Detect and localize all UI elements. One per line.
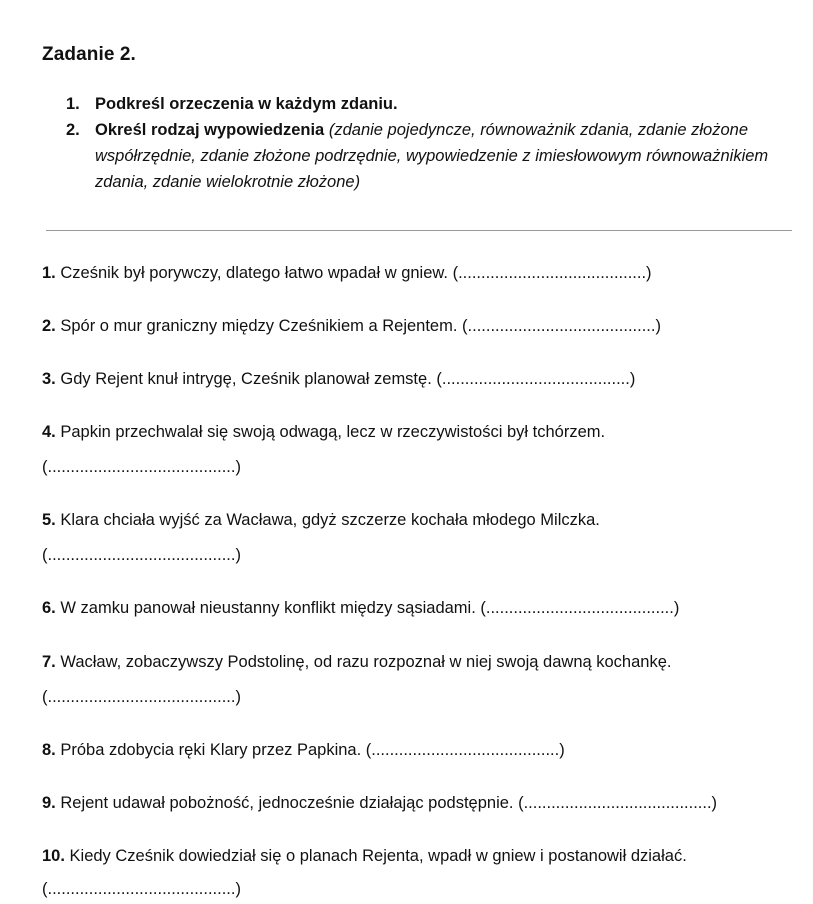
instruction-bold-text: Określ rodzaj wypowiedzenia <box>95 121 325 139</box>
sentence-item <box>42 841 687 871</box>
answer-blank[interactable]: (.........................................) <box>42 546 241 564</box>
sentence-item <box>42 735 565 765</box>
sentence-number: 2. <box>42 317 56 335</box>
instruction-number: 1. <box>66 95 80 113</box>
instructions-list <box>66 91 796 195</box>
sentence-item <box>42 788 717 818</box>
answer-blank[interactable]: (.........................................) <box>42 458 241 476</box>
instruction-text <box>95 117 796 195</box>
instruction-item <box>66 117 796 195</box>
sentence-text: Próba zdobycia ręki Klary przez Papkina. <box>60 741 362 759</box>
sentence-number: 1. <box>42 264 56 282</box>
section-divider <box>46 230 792 231</box>
sentence-text: Papkin przechwalał się swoją odwagą, lecz w rzeczywistości był tchórzem. <box>60 423 606 441</box>
sentence-item <box>42 593 679 623</box>
answer-blank[interactable]: (.........................................) <box>436 370 636 388</box>
sentence-item <box>42 364 635 394</box>
sentence-item <box>42 647 671 677</box>
sentence-number: 6. <box>42 599 56 617</box>
sentence-text: Rejent udawał pobożność, jednocześnie działając podstępnie. <box>60 794 514 812</box>
sentence-number: 3. <box>42 370 56 388</box>
answer-blank[interactable]: (.........................................) <box>42 880 241 898</box>
sentence-text: Kiedy Cześnik dowiedział się o planach Rejenta, wpadł w gniew i postanowił działać. <box>69 847 687 865</box>
instruction-italic-text: (zdanie pojedyncze, równoważnik zdania, zdanie złożone współrzędnie, zdanie złożone podrzędnie, wypowiedzenie z imiesłowowym równoważnikiem zdania, zdanie wielokrotnie złożone) <box>95 121 769 191</box>
instruction-item <box>66 91 796 117</box>
answer-blank[interactable]: (.........................................) <box>480 599 680 617</box>
instruction-number: 2. <box>66 121 80 139</box>
sentence-item <box>42 311 661 341</box>
sentence-number: 10. <box>42 847 65 865</box>
sentence-item <box>42 258 652 288</box>
instruction-bold-text: Podkreśl orzeczenia w każdym zdaniu. <box>95 95 398 113</box>
instruction-text <box>95 91 796 117</box>
sentence-number: 8. <box>42 741 56 759</box>
sentence-number: 4. <box>42 423 56 441</box>
task-title: Zadanie 2. <box>42 44 136 65</box>
answer-blank[interactable]: (.........................................) <box>452 264 652 282</box>
sentence-text: Cześnik był porywczy, dlatego łatwo wpadał w gniew. <box>60 264 448 282</box>
sentence-text: Klara chciała wyjść za Wacława, gdyż szczerze kochała młodego Milczka. <box>60 511 600 529</box>
answer-blank[interactable]: (.........................................) <box>462 317 661 335</box>
sentence-text: Wacław, zobaczywszy Podstolinę, od razu rozpoznał w niej swoją dawną kochankę. <box>60 653 672 671</box>
sentence-text: Spór o mur graniczny między Cześnikiem a Rejentem. <box>60 317 458 335</box>
sentence-text: W zamku panował nieustanny konflikt między sąsiadami. <box>60 599 476 617</box>
answer-blank[interactable]: (.........................................) <box>365 741 565 759</box>
sentence-text: Gdy Rejent knuł intrygę, Cześnik planował zemstę. <box>60 370 432 388</box>
sentence-item <box>42 505 600 535</box>
sentence-number: 9. <box>42 794 56 812</box>
sentence-number: 7. <box>42 653 56 671</box>
sentence-item <box>42 417 605 447</box>
answer-blank[interactable]: (.........................................) <box>42 688 241 706</box>
answer-blank[interactable]: (.........................................) <box>518 794 718 812</box>
sentence-number: 5. <box>42 511 56 529</box>
